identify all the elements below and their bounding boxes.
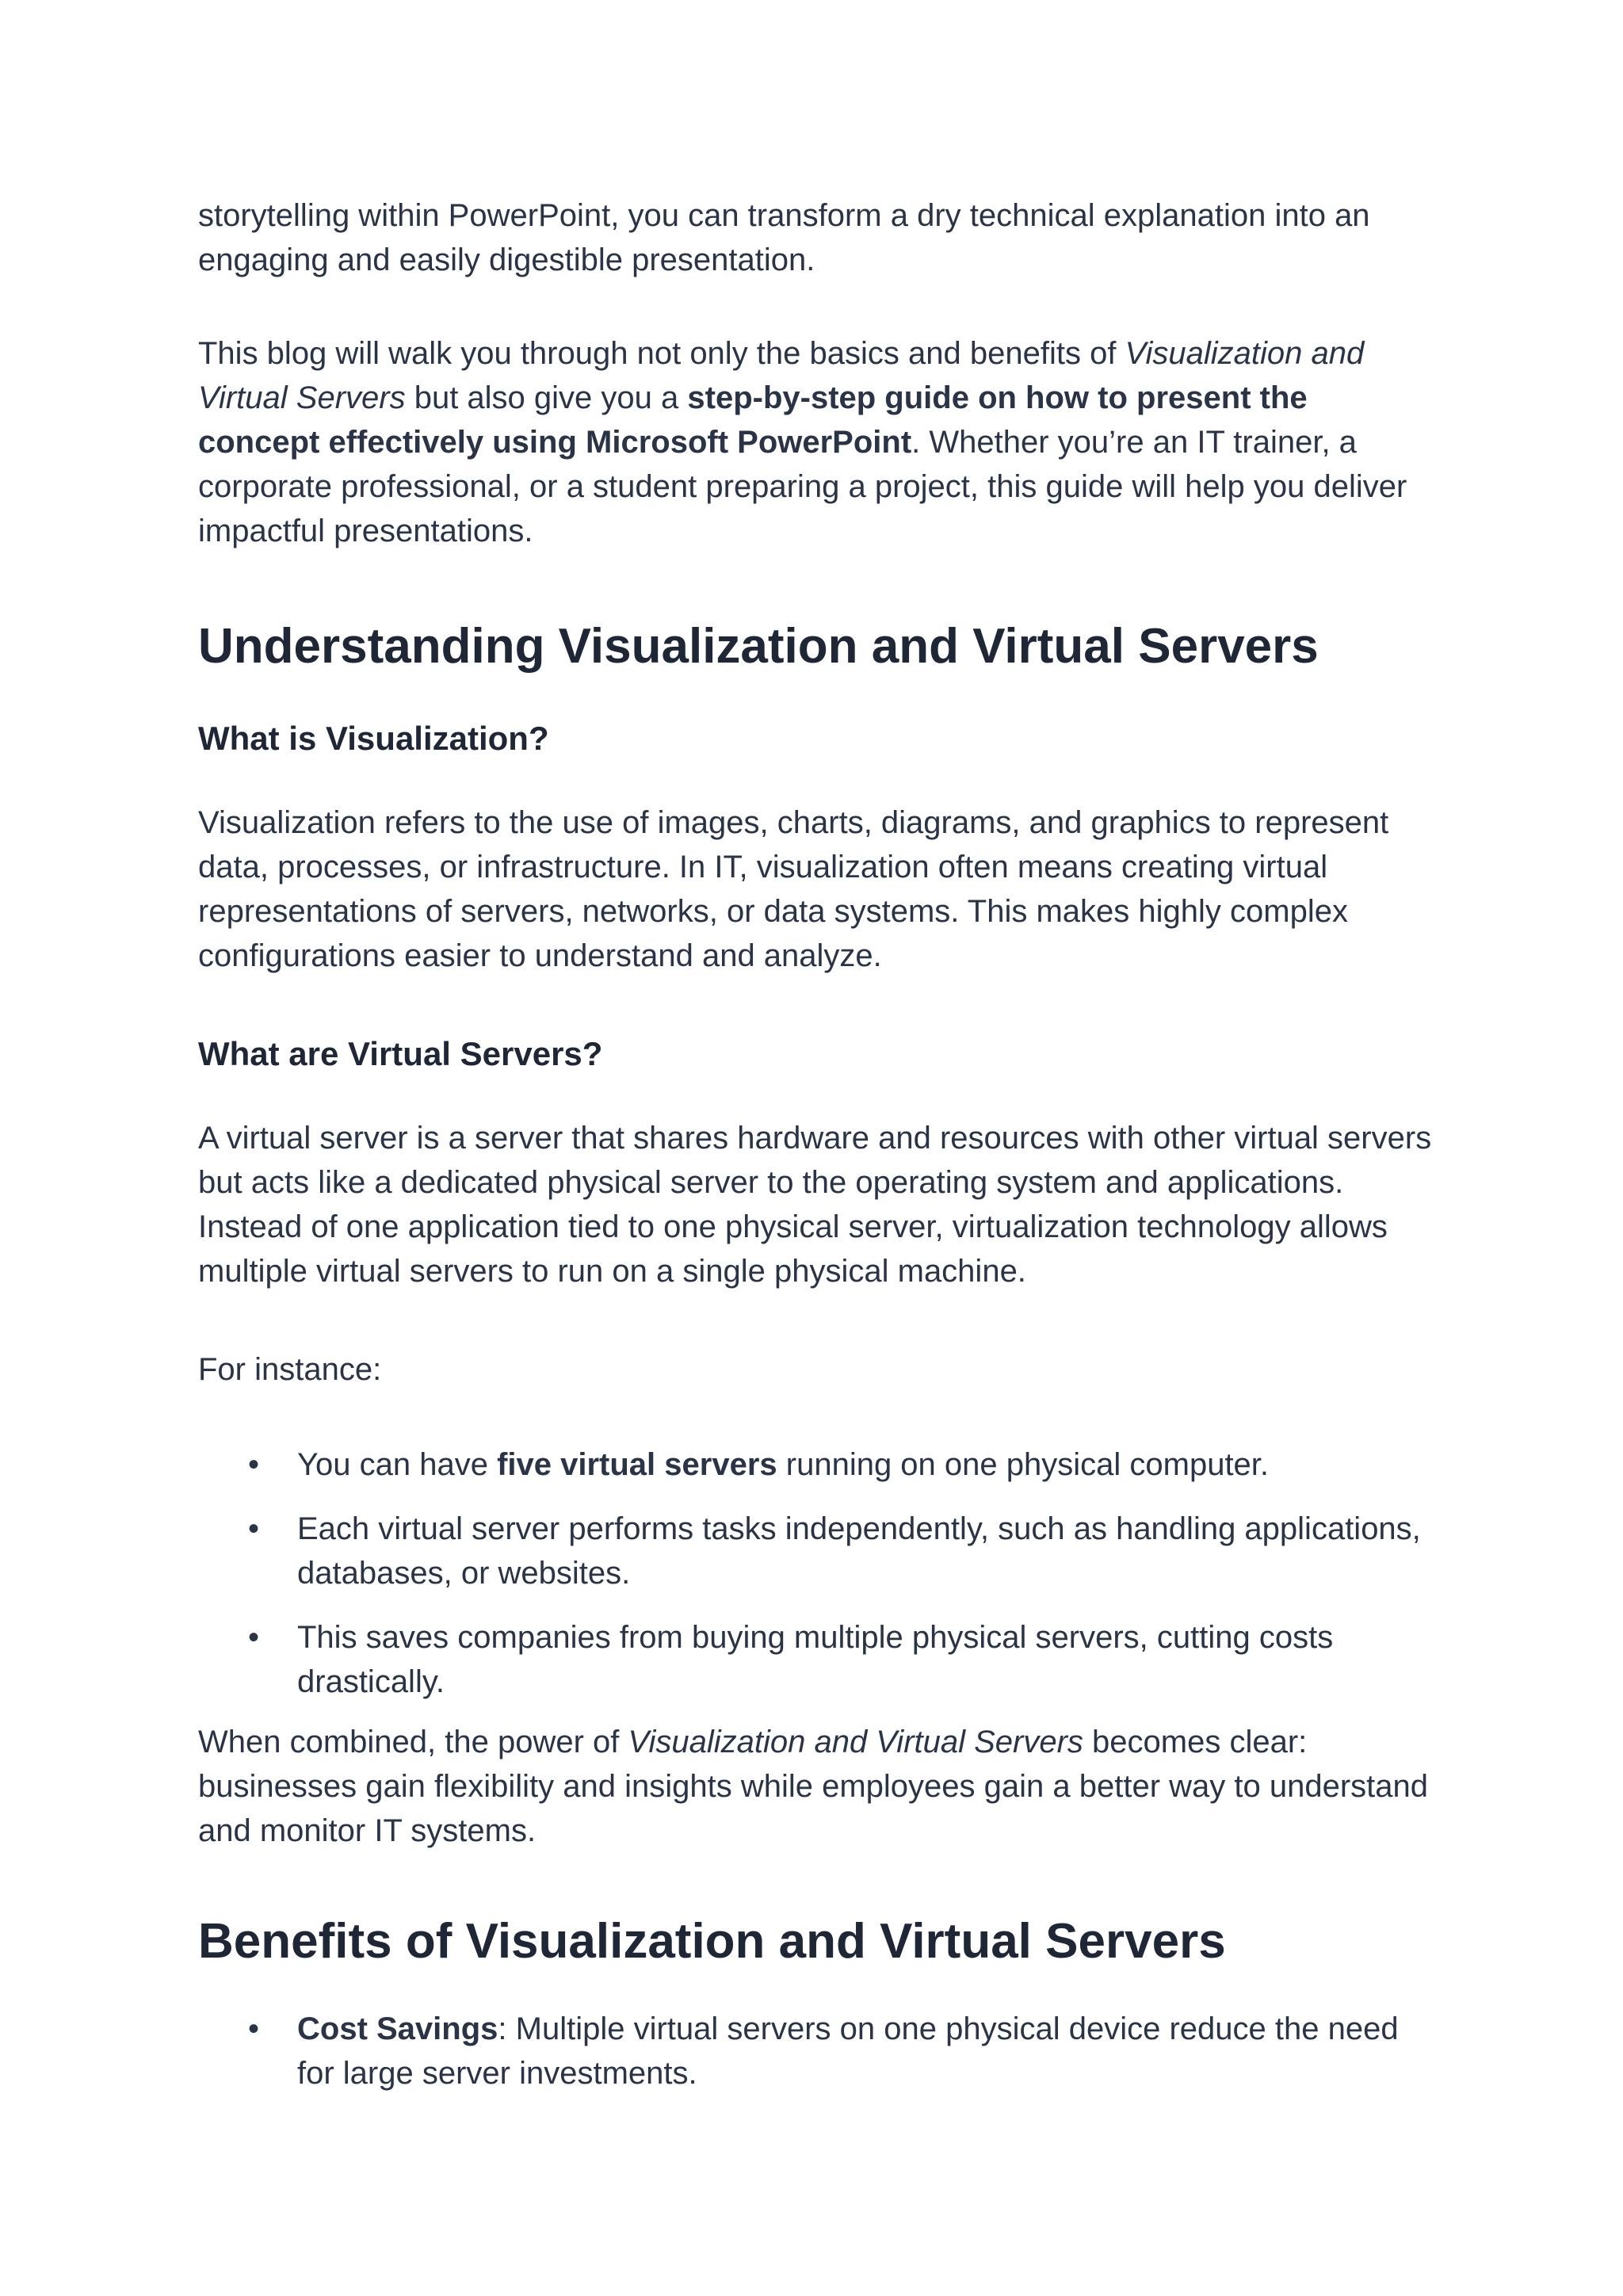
for-instance-text: For instance: (198, 1352, 382, 1387)
bullet-3-text: This saves companies from buying multiple physical servers, cutting costs drastically. (297, 1620, 1334, 1699)
list-item (198, 1507, 1434, 1595)
bullet-1-bold: five virtual servers (497, 1447, 777, 1482)
combined-text-a: When combined, the power of (198, 1725, 628, 1759)
bullet-2-text: Each virtual server performs tasks independently, such as handling applications, databases, or websites. (297, 1511, 1421, 1591)
intro-p2-text-a: This blog will walk you through not only the basics and benefits of (198, 336, 1125, 371)
intro-p2-bold: step-by-step guide on how to present the concept effectively using Microsoft PowerPoint (198, 380, 1308, 460)
subheading-what-is-visualization: What is Visualization? (198, 720, 549, 757)
bullet-icon: • (248, 2011, 260, 2046)
list-item (198, 1442, 1434, 1487)
document-page (198, 193, 1434, 2115)
subheading-what-are-virtual-servers: What are Virtual Servers? (198, 1035, 603, 1072)
combined-text-c: becomes clear: businesses gain flexibility and insights while employees gain a better way to understand and monitor IT systems. (198, 1725, 1429, 1848)
section-heading-benefits: Benefits of Visualization and Virtual Servers (198, 1914, 1226, 1969)
benefit-1-text: : Multiple virtual servers on one physical device reduce the need for large server investments. (297, 2011, 1399, 2091)
virtual-servers-paragraph: A virtual server is a server that shares hardware and resources with other virtual servers but acts like a dedicated physical server to the operating system and applications. Instead of one application tied to one physical server, virtualization technology allows multiple virtual servers to run on a single physical machine. (198, 1121, 1432, 1289)
intro-p2-italic: Visualization and Virtual Servers (198, 336, 1365, 415)
combined-italic: Visualization and Virtual Servers (628, 1725, 1083, 1759)
bullet-icon: • (248, 1511, 260, 1546)
section-heading-understanding: Understanding Visualization and Virtual Servers (198, 619, 1319, 674)
instance-bullet-list (198, 1442, 1434, 1704)
list-item (198, 1615, 1434, 1704)
benefits-bullet-list (198, 2007, 1434, 2095)
list-item (198, 2007, 1434, 2095)
benefit-1-bold: Cost Savings (297, 2011, 498, 2046)
combined-paragraph (198, 1720, 1434, 1853)
bullet-icon: • (248, 1447, 260, 1482)
intro-paragraph-2 (198, 331, 1434, 553)
visualization-paragraph: Visualization refers to the use of images, charts, diagrams, and graphics to represent data, processes, or infrastructure. In IT, visualization often means creating virtual representations of servers, networks, or data systems. This makes highly complex configurations easier to understand and analyze. (198, 805, 1389, 973)
intro-p2-text-c: but also give you a (405, 380, 688, 415)
intro-paragraph-1: storytelling within PowerPoint, you can transform a dry technical explanation into an engaging and easily digestible presentation. (198, 198, 1370, 277)
bullet-icon: • (248, 1620, 260, 1655)
intro-p2-text-e: . Whether you’re an IT trainer, a corporate professional, or a student preparing a project, this guide will help you deliver impactful presentations. (198, 425, 1407, 548)
bullet-1-text-post: running on one physical computer. (777, 1447, 1270, 1482)
bullet-1-text-pre: You can have (297, 1447, 498, 1482)
